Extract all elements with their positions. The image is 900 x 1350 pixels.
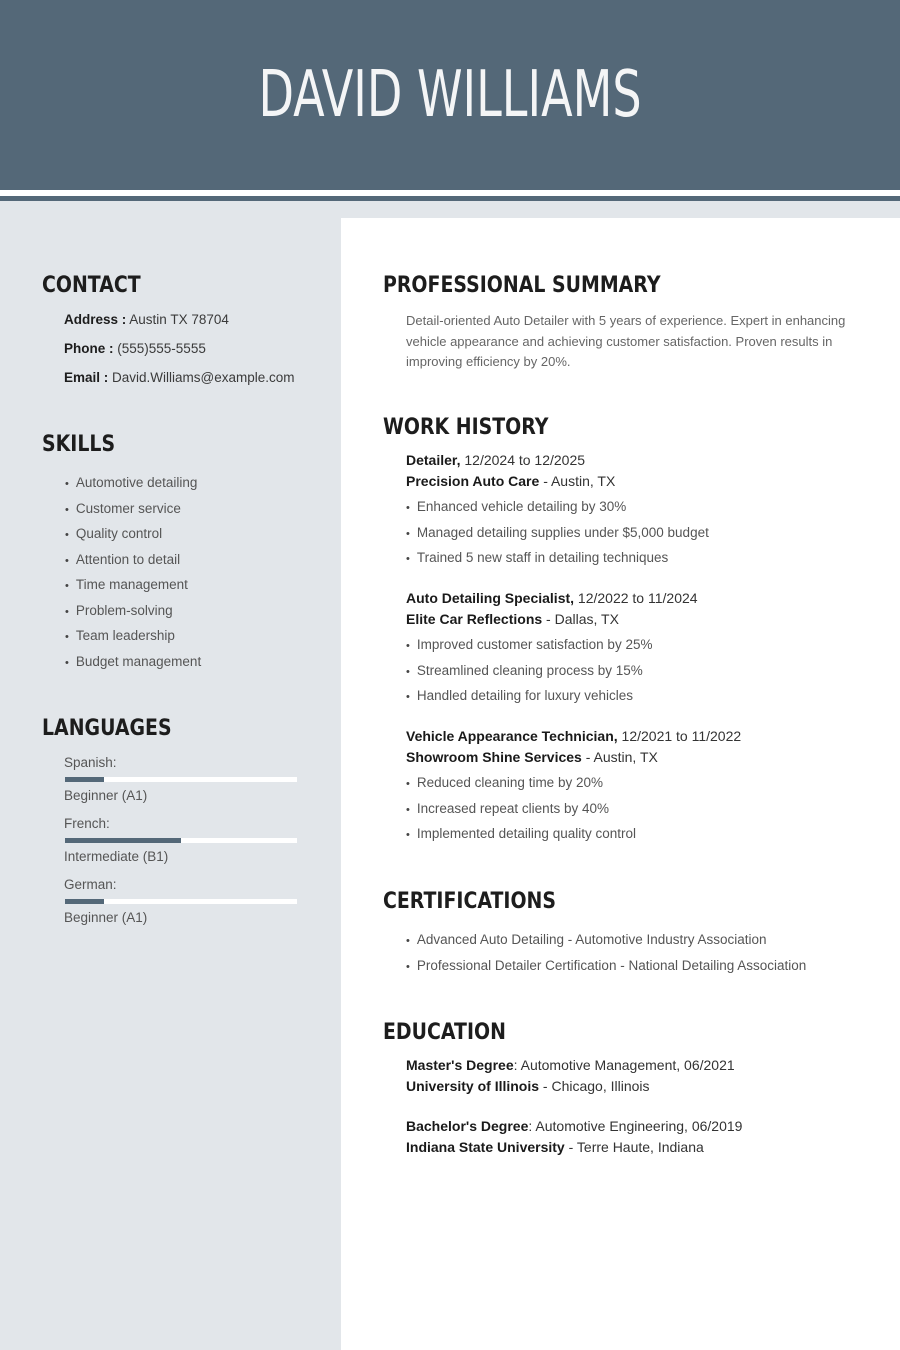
- job-company: Elite Car Reflections: [406, 611, 543, 627]
- certification-item: • Professional Detailer Certification - National Detailing Association: [406, 958, 806, 973]
- job-bullet: • Reduced cleaning time by 20%: [406, 775, 603, 790]
- language-level: Intermediate (B1): [64, 849, 169, 864]
- language-bar-fill: [65, 838, 181, 843]
- language-name: French:: [64, 816, 110, 831]
- contact-heading: CONTACT: [42, 273, 141, 298]
- job-bullet: • Implemented detailing quality control: [406, 826, 636, 841]
- skill-item: • Time management: [65, 577, 188, 592]
- language-bar-fill: [65, 777, 104, 782]
- job-title-line: [406, 452, 585, 468]
- job-bullet: • Improved customer satisfaction by 25%: [406, 637, 652, 652]
- education-location: - Terre Haute, Indiana: [568, 1139, 704, 1155]
- job-location: - Dallas, TX: [546, 611, 619, 627]
- job-company-line: [406, 611, 619, 627]
- job-bullet: • Enhanced vehicle detailing by 30%: [406, 499, 626, 514]
- email-value: David.Williams@example.com: [112, 370, 295, 385]
- education-heading: EDUCATION: [383, 1020, 506, 1045]
- education-field: : Automotive Management, 06/2021: [513, 1057, 735, 1073]
- certifications-heading: CERTIFICATIONS: [383, 889, 556, 914]
- language-level: Beginner (A1): [64, 910, 148, 925]
- job-role: Vehicle Appearance Technician,: [406, 728, 618, 744]
- job-title-line: [406, 728, 741, 744]
- language-name: Spanish:: [64, 755, 117, 770]
- language-name: German:: [64, 877, 117, 892]
- skill-item: • Team leadership: [65, 628, 175, 643]
- job-bullet: • Handled detailing for luxury vehicles: [406, 688, 633, 703]
- language-bar: [65, 777, 297, 782]
- skills-heading: SKILLS: [42, 432, 116, 457]
- job-bullet: • Managed detailing supplies under $5,000 budget: [406, 525, 709, 540]
- address-label: Address :: [64, 312, 127, 327]
- phone-label: Phone :: [64, 341, 114, 356]
- education-school-line: [406, 1139, 704, 1155]
- education-degree-line: [406, 1118, 742, 1134]
- languages-heading: LANGUAGES: [42, 716, 172, 741]
- job-location: - Austin, TX: [585, 749, 658, 765]
- job-company-line: [406, 749, 658, 765]
- education-degree-line: [406, 1057, 735, 1073]
- summary-heading: PROFESSIONAL SUMMARY: [383, 273, 661, 298]
- education-school: University of Illinois: [406, 1078, 540, 1094]
- candidate-name: DAVID WILLIAMS: [258, 58, 642, 132]
- education-degree: Master's Degree: [406, 1057, 514, 1073]
- skill-item: • Customer service: [65, 501, 181, 516]
- phone-value: (555)555-5555: [117, 341, 206, 356]
- language-bar-fill: [65, 899, 104, 904]
- job-role: Detailer,: [406, 452, 461, 468]
- header-strip: [341, 201, 900, 218]
- language-bar: [65, 838, 297, 843]
- job-title-line: [406, 590, 698, 606]
- skill-item: • Automotive detailing: [65, 475, 197, 490]
- education-school: Indiana State University: [406, 1139, 565, 1155]
- skill-item: • Quality control: [65, 526, 162, 541]
- address-value: Austin TX 78704: [129, 312, 229, 327]
- education-school-line: [406, 1078, 650, 1094]
- contact-email: [64, 370, 295, 385]
- contact-address: [64, 312, 229, 327]
- job-location: - Austin, TX: [543, 473, 616, 489]
- job-company: Precision Auto Care: [406, 473, 540, 489]
- certification-item: • Advanced Auto Detailing - Automotive Industry Association: [406, 932, 767, 947]
- language-level: Beginner (A1): [64, 788, 148, 803]
- skill-item: • Budget management: [65, 654, 201, 669]
- education-field: : Automotive Engineering, 06/2019: [528, 1118, 743, 1134]
- header-banner: [0, 0, 900, 190]
- language-bar: [65, 899, 297, 904]
- contact-phone: [64, 341, 206, 356]
- job-dates: 12/2022 to 11/2024: [577, 590, 698, 606]
- job-bullet: • Increased repeat clients by 40%: [406, 801, 609, 816]
- job-company-line: [406, 473, 615, 489]
- job-dates: 12/2024 to 12/2025: [464, 452, 586, 468]
- job-role: Auto Detailing Specialist,: [406, 590, 575, 606]
- skill-item: • Problem-solving: [65, 603, 173, 618]
- job-company: Showroom Shine Services: [406, 749, 582, 765]
- email-label: Email :: [64, 370, 109, 385]
- work-history-heading: WORK HISTORY: [383, 415, 549, 440]
- education-degree: Bachelor's Degree: [406, 1118, 529, 1134]
- job-dates: 12/2021 to 11/2022: [621, 728, 742, 744]
- job-bullet: • Streamlined cleaning process by 15%: [406, 663, 643, 678]
- skill-item: • Attention to detail: [65, 552, 180, 567]
- job-bullet: • Trained 5 new staff in detailing techniques: [406, 550, 668, 565]
- education-location: - Chicago, Illinois: [542, 1078, 650, 1094]
- summary-text: Detail-oriented Auto Detailer with 5 years of experience. Expert in enhancing vehicle appearance and achieving customer satisfaction. Proven results in improving efficiency by 20%.: [406, 313, 846, 369]
